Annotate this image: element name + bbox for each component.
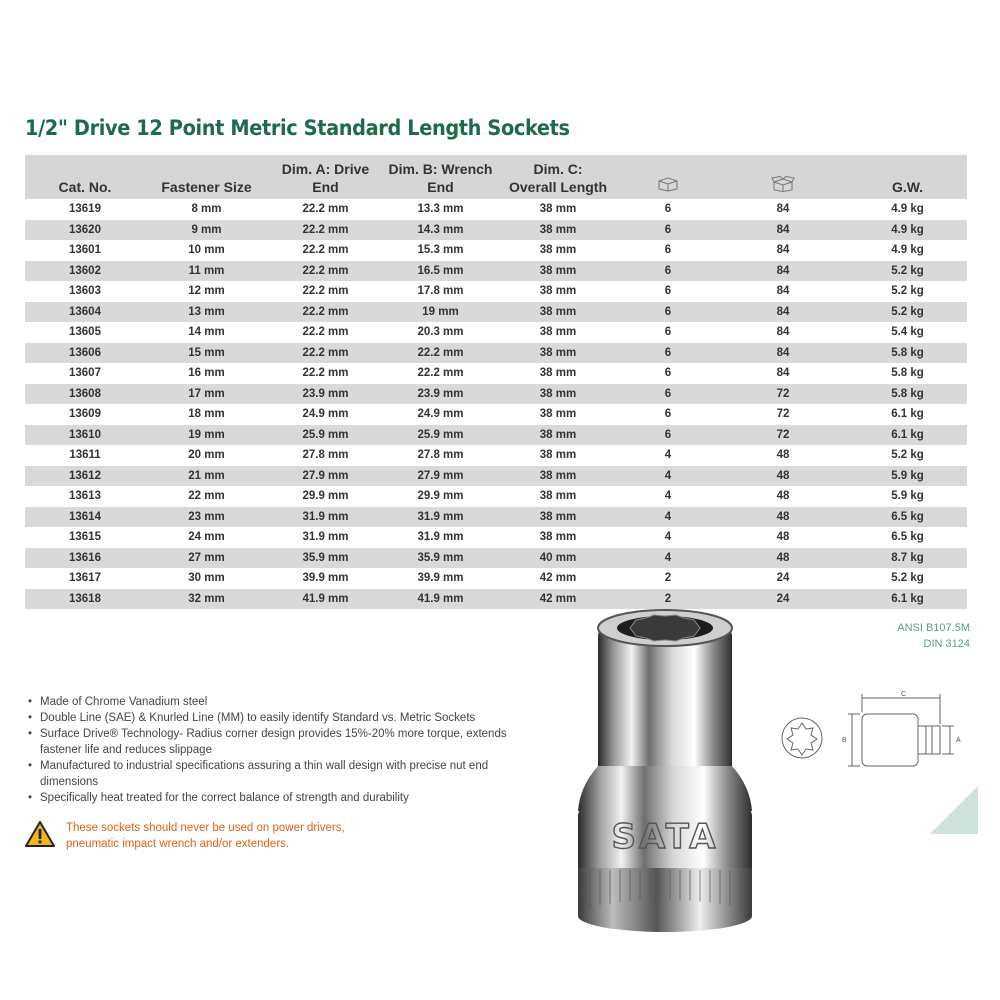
cell-dim-b: 41.9 mm [383,589,498,610]
cell-fastener-size: 23 mm [145,507,268,528]
standard-din: DIN 3124 [923,638,970,650]
cell-master-carton-qty: 84 [776,285,790,298]
cell-gross-weight: 5.9 kg [891,490,924,503]
feature-item: • Made of Chrome Vanadium steel [28,696,208,708]
cell-dim-a: 22.2 mm [268,220,383,241]
cell-cat-no: 13619 [69,203,101,216]
cell-dim-c: 38 mm [539,490,577,503]
cell-dim-a: 22.2 mm [268,302,383,323]
cell-dim-a: 27.9 mm [268,466,383,487]
table-row [25,548,967,569]
table-row [25,507,967,528]
cell-fastener-size: 20 mm [188,449,225,462]
cell-cat-no: 13601 [69,244,101,257]
cell-dim-c: 38 mm [539,203,577,216]
dim-c-label: C [901,691,907,698]
cell-dim-a: 22.2 mm [302,203,349,216]
cell-dim-c: 38 mm [539,285,577,298]
cell-cat-no: 13614 [25,507,145,528]
cell-dim-b: 22.2 mm [383,343,498,364]
cell-gross-weight: 6.5 kg [848,507,967,528]
cell-fastener-size: 27 mm [145,548,268,569]
cell-gross-weight: 5.2 kg [848,302,967,323]
col-header-inner-box [618,155,718,199]
cell-dim-b: 39.9 mm [417,572,464,585]
cell-gross-weight: 6.5 kg [891,531,924,544]
cell-fastener-size: 15 mm [145,343,268,364]
cell-inner-box-qty: 6 [618,220,718,241]
dim-b-label: B [842,737,847,744]
brand-engraving: SATA [611,817,719,857]
cell-inner-box-qty: 6 [664,367,672,380]
table-row [25,363,967,384]
col-header-master-carton [718,155,848,199]
cell-cat-no: 13618 [25,589,145,610]
table-row [25,281,967,302]
feature-item: • Surface Drive® Technology- Radius corner design provides 15%-20% more torque, extends fastener life and reduces slippage [28,728,507,756]
cell-master-carton-qty: 84 [776,326,790,339]
cell-gross-weight: 8.7 kg [848,548,967,569]
cell-inner-box-qty: 6 [618,425,718,446]
cell-master-carton-qty: 84 [718,261,848,282]
table-row [25,384,967,405]
table-row [25,445,967,466]
cell-cat-no: 13605 [69,326,101,339]
bullet-icon: • [28,712,33,724]
cell-master-carton-qty: 84 [718,220,848,241]
cell-dim-b: 23.9 mm [383,384,498,405]
cell-dim-c: 38 mm [539,367,577,380]
cell-gross-weight: 5.8 kg [891,367,924,380]
cell-dim-c: 42 mm [498,589,618,610]
cell-dim-b: 16.5 mm [383,261,498,282]
cell-cat-no: 13608 [25,384,145,405]
cell-master-carton-qty: 72 [776,408,790,421]
cell-dim-b: 22.2 mm [417,367,464,380]
cell-master-carton-qty: 24 [776,572,790,585]
cell-cat-no: 13620 [25,220,145,241]
cell-fastener-size: 17 mm [145,384,268,405]
cell-dim-a: 25.9 mm [268,425,383,446]
cell-fastener-size: 32 mm [145,589,268,610]
cell-gross-weight: 4.9 kg [891,244,924,257]
cell-inner-box-qty: 6 [618,302,718,323]
specs-table [25,155,967,609]
cell-dim-b: 29.9 mm [417,490,464,503]
cell-fastener-size: 14 mm [188,326,225,339]
cell-fastener-size: 12 mm [188,285,225,298]
cell-dim-b: 27.9 mm [383,466,498,487]
cell-gross-weight: 5.2 kg [891,285,924,298]
col-header-dim-a: Dim. A: Drive End [268,155,383,199]
cell-dim-b: 35.9 mm [383,548,498,569]
cell-fastener-size: 10 mm [188,244,225,257]
cell-dim-a: 39.9 mm [302,572,349,585]
bullet-icon: • [28,760,33,772]
cell-cat-no: 13617 [69,572,101,585]
table-row [25,261,967,282]
cell-cat-no: 13613 [69,490,101,503]
cell-cat-no: 13612 [25,466,145,487]
cell-dim-a: 31.9 mm [302,531,349,544]
cell-dim-a: 22.2 mm [302,367,349,380]
cell-master-carton-qty: 72 [718,384,848,405]
cell-master-carton-qty: 48 [776,490,790,503]
cell-master-carton-qty: 84 [776,367,790,380]
cell-inner-box-qty: 6 [618,343,718,364]
cell-dim-b: 17.8 mm [417,285,464,298]
cell-dim-a: 22.2 mm [302,285,349,298]
cell-dim-a: 29.9 mm [302,490,349,503]
cell-inner-box-qty: 4 [664,531,672,544]
table-row [25,466,967,487]
table-row [25,589,967,610]
cell-cat-no: 13609 [69,408,101,421]
cell-fastener-size: 13 mm [145,302,268,323]
cell-dim-c: 38 mm [498,384,618,405]
cell-dim-c: 38 mm [498,343,618,364]
cell-dim-b: 14.3 mm [383,220,498,241]
cell-gross-weight: 5.2 kg [848,261,967,282]
cell-cat-no: 13610 [25,425,145,446]
cell-cat-no: 13603 [69,285,101,298]
cell-cat-no: 13615 [69,531,101,544]
dim-a-label: A [956,737,961,744]
cell-dim-b: 25.9 mm [383,425,498,446]
cell-fastener-size: 24 mm [188,531,225,544]
cell-cat-no: 13607 [69,367,101,380]
cell-gross-weight: 5.2 kg [891,572,924,585]
cell-dim-a: 23.9 mm [268,384,383,405]
cell-dim-c: 38 mm [539,449,577,462]
cell-dim-c: 38 mm [498,302,618,323]
cell-inner-box-qty: 4 [664,449,672,462]
decorative-corner [930,786,978,834]
table-row [25,527,967,548]
cell-dim-c: 38 mm [498,507,618,528]
cell-dim-a: 35.9 mm [268,548,383,569]
page-title: 1/2" Drive 12 Point Metric Standard Length Sockets [25,116,570,140]
table-row [25,425,967,446]
cell-dim-a: 22.2 mm [268,343,383,364]
cell-master-carton-qty: 24 [718,589,848,610]
cell-master-carton-qty: 48 [718,548,848,569]
cell-fastener-size: 8 mm [191,203,222,216]
warning-triangle-icon [24,820,56,848]
cell-inner-box-qty: 4 [618,548,718,569]
cell-dim-b: 15.3 mm [417,244,464,257]
cell-master-carton-qty: 48 [718,507,848,528]
table-row [25,199,967,220]
feature-item: • Specifically heat treated for the correct balance of strength and durability [28,792,409,804]
table-row [25,220,967,241]
col-header-gross-weight: G.W. [848,155,967,199]
warning-text: These sockets should never be used on power drivers, pneumatic impact wrench and/or extenders. [66,822,345,850]
cell-dim-a: 27.8 mm [302,449,349,462]
cell-dim-a: 41.9 mm [268,589,383,610]
cell-inner-box-qty: 2 [664,572,672,585]
cell-inner-box-qty: 4 [618,507,718,528]
cell-master-carton-qty: 84 [776,203,790,216]
cell-inner-box-qty: 2 [618,589,718,610]
cell-master-carton-qty: 48 [776,449,790,462]
cell-dim-a: 31.9 mm [268,507,383,528]
socket-product-image [570,606,760,946]
table-row [25,240,967,261]
col-header-dim-c: Dim. C: Overall Length [498,155,618,199]
cell-gross-weight: 4.9 kg [891,203,924,216]
cell-master-carton-qty: 72 [718,425,848,446]
cell-dim-c: 38 mm [539,531,577,544]
cell-inner-box-qty: 6 [664,285,672,298]
cell-cat-no: 13602 [25,261,145,282]
cell-dim-c: 38 mm [539,244,577,257]
bullet-icon: • [28,728,33,740]
table-row [25,568,967,589]
cell-fastener-size: 11 mm [145,261,268,282]
cell-gross-weight: 5.8 kg [848,343,967,364]
bullet-icon: • [28,696,33,708]
cell-dim-b: 19 mm [383,302,498,323]
cell-dim-b: 31.9 mm [383,507,498,528]
table-row [25,404,967,425]
table-row [25,486,967,507]
cell-fastener-size: 30 mm [188,572,225,585]
cell-master-carton-qty: 84 [776,244,790,257]
cell-master-carton-qty: 84 [718,302,848,323]
feature-item: • Double Line (SAE) & Knurled Line (MM) to easily identify Standard vs. Metric Sockets [28,712,476,724]
cell-gross-weight: 5.9 kg [848,466,967,487]
cell-dim-c: 38 mm [539,408,577,421]
table-row [25,343,967,364]
cell-dim-c: 40 mm [498,548,618,569]
cell-dim-c: 38 mm [498,466,618,487]
cell-dim-c: 42 mm [539,572,577,585]
col-header-dim-b: Dim. B: Wrench End [383,155,498,199]
cell-gross-weight: 5.8 kg [848,384,967,405]
cell-dim-a: 22.2 mm [302,326,349,339]
cell-inner-box-qty: 6 [618,261,718,282]
cell-fastener-size: 19 mm [145,425,268,446]
feature-list [28,694,538,806]
cell-gross-weight: 6.1 kg [848,425,967,446]
table-header-row [25,155,967,199]
cell-gross-weight: 6.1 kg [891,408,924,421]
master-carton-icon [771,176,795,192]
cell-inner-box-qty: 4 [664,490,672,503]
cell-cat-no: 13611 [69,449,101,462]
bullet-icon: • [28,792,33,804]
cell-fastener-size: 9 mm [145,220,268,241]
cell-dim-b: 20.3 mm [417,326,464,339]
cell-inner-box-qty: 6 [618,384,718,405]
cell-cat-no: 13604 [25,302,145,323]
cell-inner-box-qty: 6 [664,244,672,257]
table-body [25,199,967,609]
cell-master-carton-qty: 84 [718,343,848,364]
col-header-fastener-size: Fastener Size [145,155,268,199]
cell-inner-box-qty: 6 [664,326,672,339]
cell-fastener-size: 18 mm [188,408,225,421]
feature-item: • Manufactured to industrial specifications assuring a thin wall design with precise nut end dimensions [28,760,489,788]
cell-dim-a: 22.2 mm [302,244,349,257]
cell-dim-b: 13.3 mm [417,203,464,216]
cell-gross-weight: 5.2 kg [891,449,924,462]
standard-ansi: ANSI B107.5M [897,622,970,634]
col-header-cat-no: Cat. No. [25,155,145,199]
standards [897,620,970,652]
cell-dim-b: 27.8 mm [417,449,464,462]
table-row [25,302,967,323]
cell-dim-b: 24.9 mm [417,408,464,421]
cell-gross-weight: 5.4 kg [891,326,924,339]
cell-master-carton-qty: 48 [718,466,848,487]
table-row [25,322,967,343]
cell-inner-box-qty: 6 [664,203,672,216]
inner-box-icon [657,176,679,192]
cell-inner-box-qty: 4 [618,466,718,487]
cell-dim-b: 31.9 mm [417,531,464,544]
cell-cat-no: 13606 [25,343,145,364]
cell-dim-c: 38 mm [498,425,618,446]
cell-fastener-size: 22 mm [188,490,225,503]
dimension-diagram [778,690,978,780]
cell-fastener-size: 16 mm [188,367,225,380]
cell-cat-no: 13616 [25,548,145,569]
cell-gross-weight: 4.9 kg [848,220,967,241]
cell-fastener-size: 21 mm [145,466,268,487]
cell-gross-weight: 6.1 kg [848,589,967,610]
cell-inner-box-qty: 6 [664,408,672,421]
cell-dim-a: 24.9 mm [302,408,349,421]
cell-dim-a: 22.2 mm [268,261,383,282]
cell-dim-c: 38 mm [498,220,618,241]
cell-master-carton-qty: 48 [776,531,790,544]
cell-dim-c: 38 mm [539,326,577,339]
cell-dim-c: 38 mm [498,261,618,282]
